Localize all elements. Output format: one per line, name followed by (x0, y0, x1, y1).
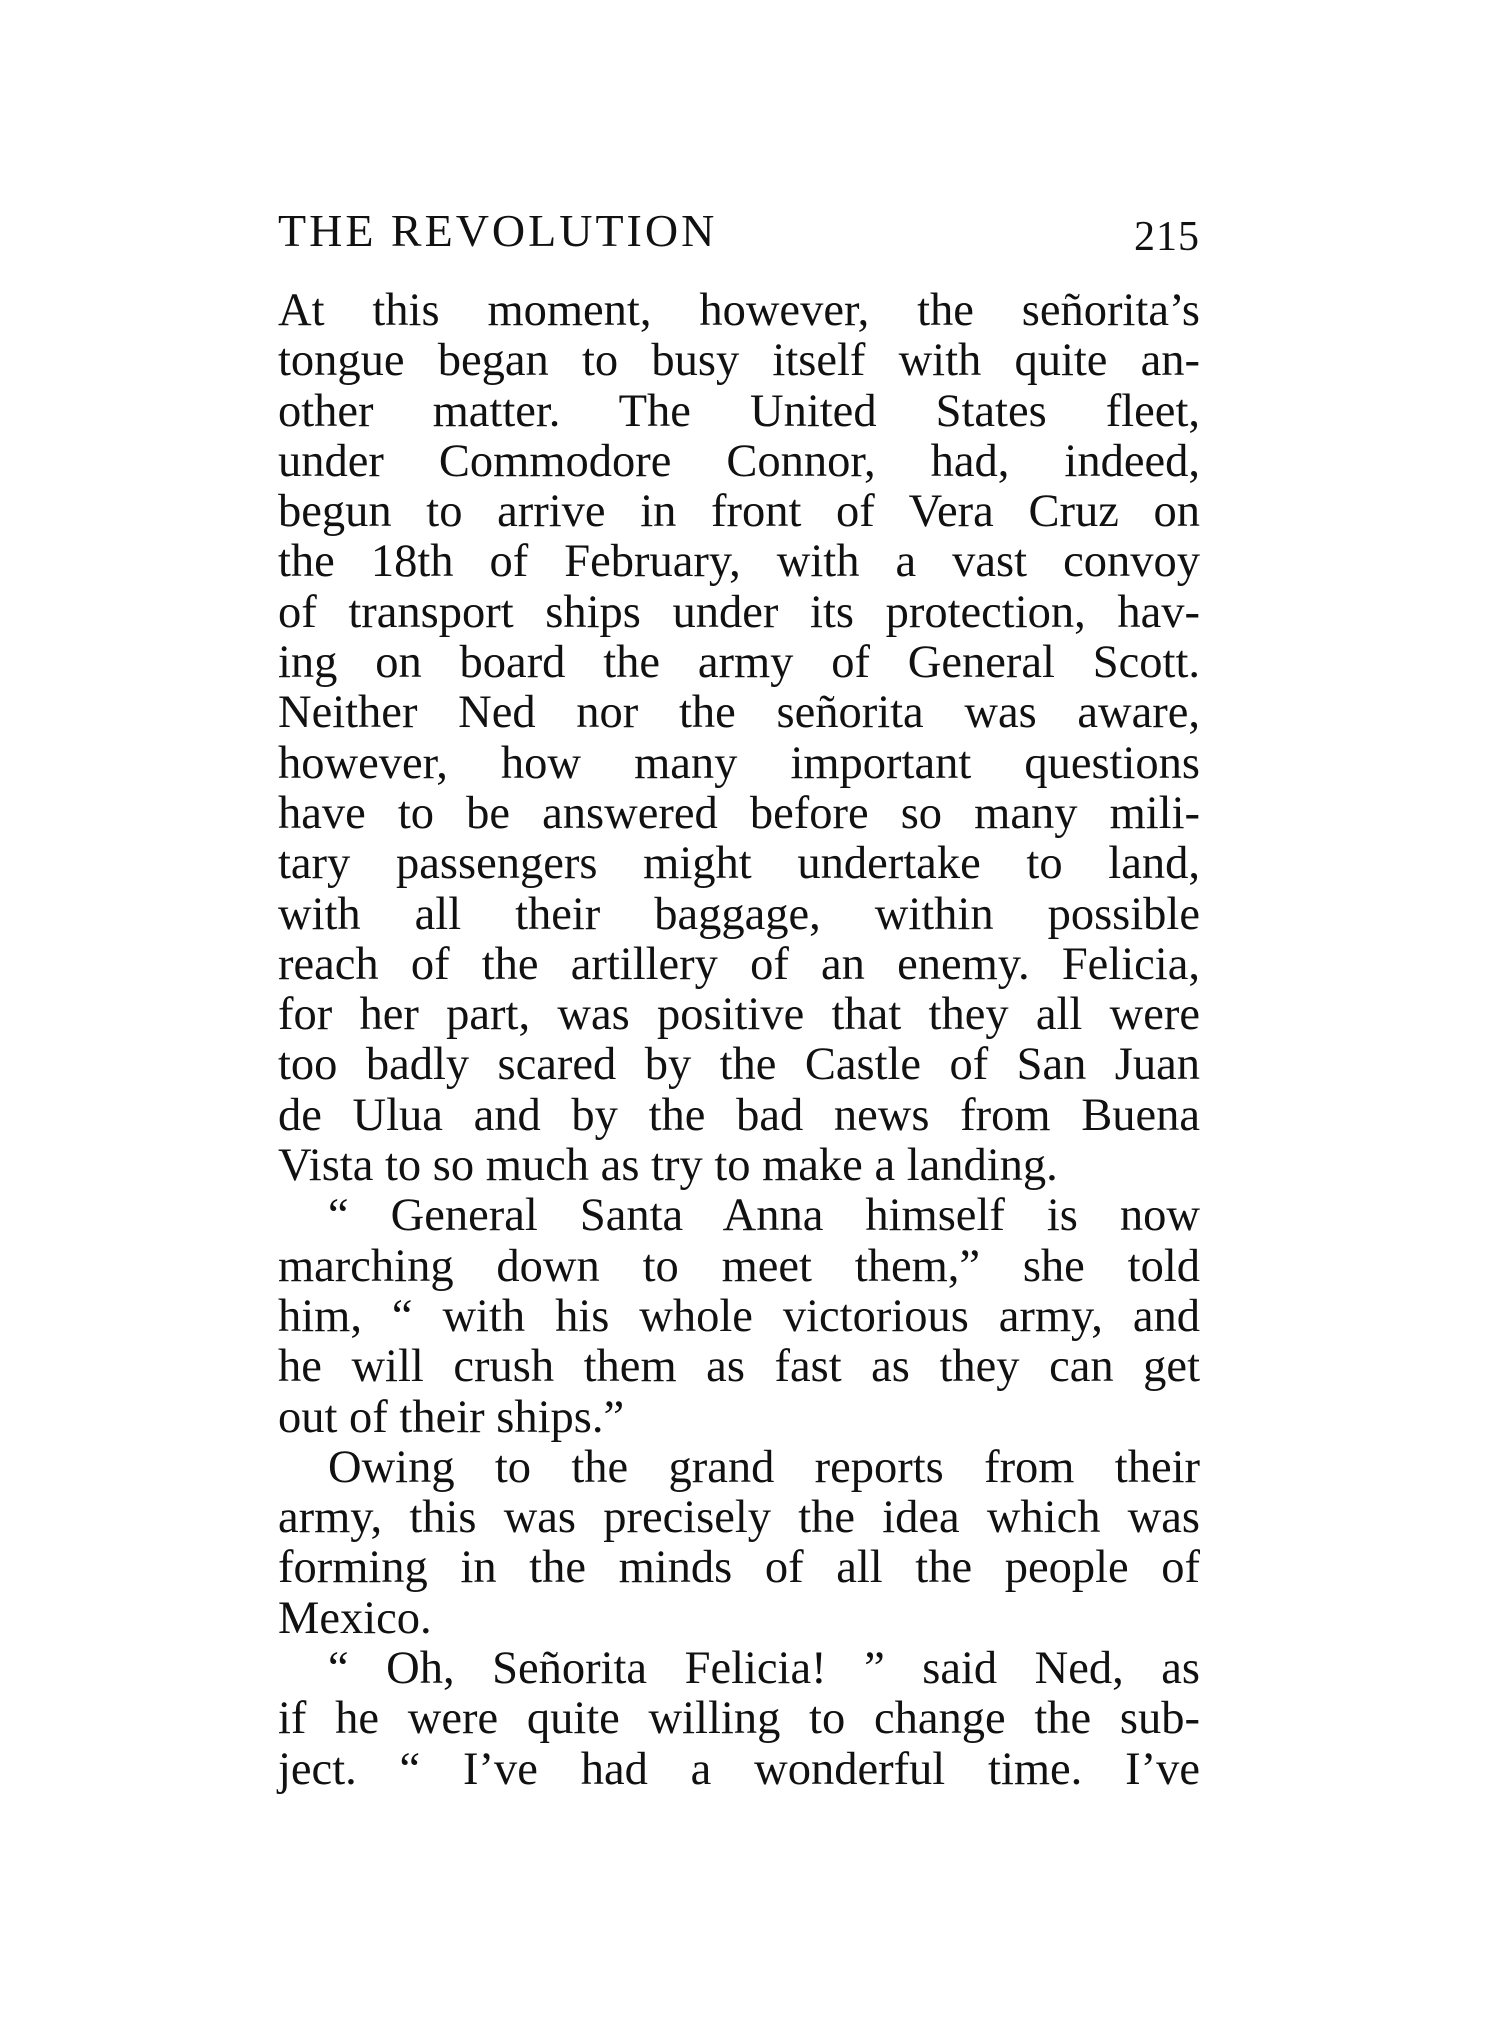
text-line: Owing to the grand reports from their (328, 1441, 1200, 1493)
text-line: under Commodore Connor, had, indeed, (278, 435, 1200, 487)
text-line: for her part, was positive that they all were (278, 989, 1200, 1041)
text-line: de Ulua and by the bad news from Buena (278, 1089, 1200, 1141)
text-line: “ General Santa Anna himself is now (328, 1190, 1200, 1242)
text-line: army, this was precisely the idea which was (278, 1492, 1200, 1544)
text-line: the 18th of February, with a vast convoy (278, 536, 1200, 588)
book-page (278, 198, 1200, 1795)
text-line: Neither Ned nor the señorita was aware, (278, 687, 1200, 739)
text-line: he will crush them as fast as they can get (278, 1341, 1200, 1393)
text-line: of transport ships under its protection, hav- (278, 586, 1200, 638)
text-line: however, how many important questions (278, 737, 1200, 789)
body-text (278, 286, 1200, 1795)
text-line: have to be answered before so many mili- (278, 787, 1200, 839)
running-title: THE REVOLUTION (278, 205, 718, 256)
text-line: marching down to meet them,” she told (278, 1240, 1200, 1292)
text-line: reach of the artillery of an enemy. Felicia, (278, 938, 1200, 990)
text-line: At this moment, however, the señorita’s (278, 285, 1200, 336)
page-number: 215 (1134, 214, 1200, 260)
running-head (278, 198, 1200, 264)
text-line: “ Oh, Señorita Felicia! ” said Ned, as (328, 1643, 1200, 1695)
text-line: him, “ with his whole victorious army, and (278, 1290, 1200, 1342)
text-line: tongue began to busy itself with quite an- (278, 335, 1200, 387)
text-line: other matter. The United States fleet, (278, 385, 1200, 437)
text-line: out of their ships.” (278, 1391, 625, 1443)
text-line: too badly scared by the Castle of San Juan (278, 1039, 1200, 1091)
text-line: begun to arrive in front of Vera Cruz on (278, 486, 1200, 538)
text-line: Vista to so much as try to make a landing. (278, 1140, 1058, 1192)
text-line: if he were quite willing to change the sub- (278, 1693, 1200, 1745)
text-line: with all their baggage, within possible (278, 888, 1200, 940)
text-line: forming in the minds of all the people of (278, 1542, 1200, 1594)
text-line: Mexico. (278, 1592, 432, 1644)
text-line: tary passengers might undertake to land, (278, 838, 1200, 890)
text-line: ject. “ I’ve had a wonderful time. I’ve (278, 1743, 1200, 1795)
text-line: ing on board the army of General Scott. (278, 637, 1200, 689)
